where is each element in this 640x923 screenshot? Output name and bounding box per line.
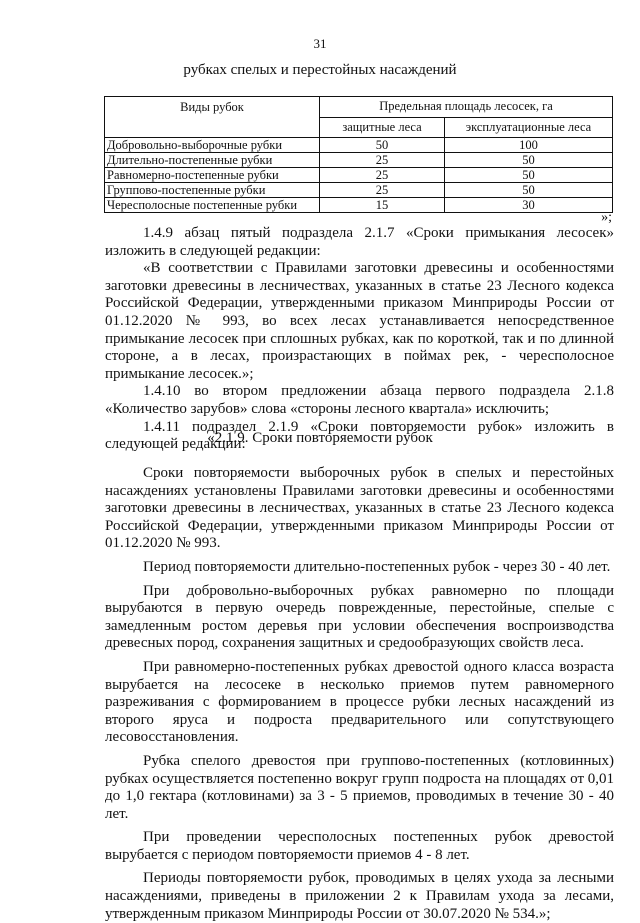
header-cell-exploitation: эксплуатационные леса <box>445 117 613 138</box>
logging-area-table <box>104 96 613 213</box>
row-name: Равномерно-постепенные рубки <box>105 168 320 183</box>
header-cell-protective: защитные леса <box>320 117 445 138</box>
paragraph: «В соответствии с Правилами заготовки древесины и особенностями заготовки древесины в лесничествах, указанных в статье 23 Лесного кодекса Российской Федерации, утвержденными приказом Минприроды России от 01.12.2020 № 993, во всех лесах устанавливается непосредственное примыкание лесосек при сплошных рубках, как по короткой, так и по длинной стороне, а в лесах, произрастающих в поймах рек, - чересполосное примыкание лесосек.»; <box>105 260 614 382</box>
paragraph: 1.4.11 подраздел 2.1.9 «Сроки повторяемости рубок» изложить в следующей редакции: <box>105 418 614 453</box>
row-protective: 25 <box>320 183 445 198</box>
paragraph: При добровольно-выборочных рубках равномерно по площади вырубаются в первую очередь поврежденные, перестойные, спелые с замедленным ростом деревья при условии обеспечения воспроизводства древесных пород, сохранения защитных и средообразующих свойств леса. <box>105 582 614 652</box>
header-cell-max-area: Предельная площадь лесосек, га <box>320 97 613 118</box>
row-exploitation: 50 <box>445 153 613 168</box>
row-exploitation: 50 <box>445 168 613 183</box>
header-cell-types: Виды рубок <box>105 97 320 138</box>
row-protective: 50 <box>320 138 445 153</box>
row-exploitation: 50 <box>445 183 613 198</box>
row-protective: 15 <box>320 198 445 213</box>
paragraph: 1.4.10 во втором предложении абзаца первого подраздела 2.1.8 «Количество зарубов» слова «стороны лесного квартала» исключить; <box>105 383 614 417</box>
section-heading: «2.1.9. Сроки повторяемости рубок <box>207 430 433 446</box>
paragraph: Сроки повторяемости выборочных рубок в спелых и перестойных насаждениях установлены Правилами заготовки древесины и особенностями заготовки древесины в лесничествах, указанных в статье 23 Лесного кодекса Российской Федерации, утвержденными приказом Минприроды России от 01.12.2020 № 993. <box>105 465 614 552</box>
table-row <box>105 183 613 198</box>
row-exploitation: 100 <box>445 138 613 153</box>
paragraph: Рубка спелого древостоя при группово-постепенных (котловинных) рубках осуществляется постепенно вокруг групп подроста на площадях от 0,01 до 1,0 гектара (котловинами) за 3 - 5 приемов, проводимых в течение 30 - 40 лет. <box>105 752 614 822</box>
row-name: Группово-постепенные рубки <box>105 183 320 198</box>
paragraph: Период повторяемости длительно-постепенных рубок - через 30 - 40 лет. <box>143 558 611 575</box>
paragraph: Периоды повторяемости рубок, проводимых в целях ухода за лесными насаждениями, приведены в приложении 2 к Правилам ухода за лесами, утвержденным приказом Минприроды России от 30.07.2020 № 534.»; <box>105 870 614 922</box>
row-exploitation: 30 <box>445 198 613 213</box>
table-row <box>105 153 613 168</box>
paragraph: При проведении чересполосных постепенных рубок древостой вырубается с периодом повторяемости приемов 4 - 8 лет. <box>105 829 614 863</box>
row-name: Чересполосные постепенные рубки <box>105 198 320 213</box>
amendments-block <box>105 225 614 454</box>
table-closing-quote: »; <box>601 210 612 225</box>
table-row <box>105 138 613 153</box>
paragraph: При равномерно-постепенных рубках древостой одного класса возраста вырубается на лесосеке в несколько приемов путем равномерного разреживания с формированием в процессе рубки лесных насаждений из второго яруса и подроста предварительного или сопутствующего лесовосстановления. <box>105 658 614 746</box>
row-name: Добровольно-выборочные рубки <box>105 138 320 153</box>
table-row <box>105 198 613 213</box>
row-name: Длительно-постепенные рубки <box>105 153 320 168</box>
row-protective: 25 <box>320 153 445 168</box>
table-row <box>105 168 613 183</box>
table-caption: рубках спелых и перестойных насаждений <box>183 62 457 78</box>
section-body <box>105 465 614 923</box>
page-number: 31 <box>313 36 327 51</box>
row-protective: 25 <box>320 168 445 183</box>
paragraph: 1.4.9 абзац пятый подраздела 2.1.7 «Сроки примыкания лесосек» изложить в следующей редакции: <box>105 225 614 259</box>
table-header-row <box>105 97 613 118</box>
